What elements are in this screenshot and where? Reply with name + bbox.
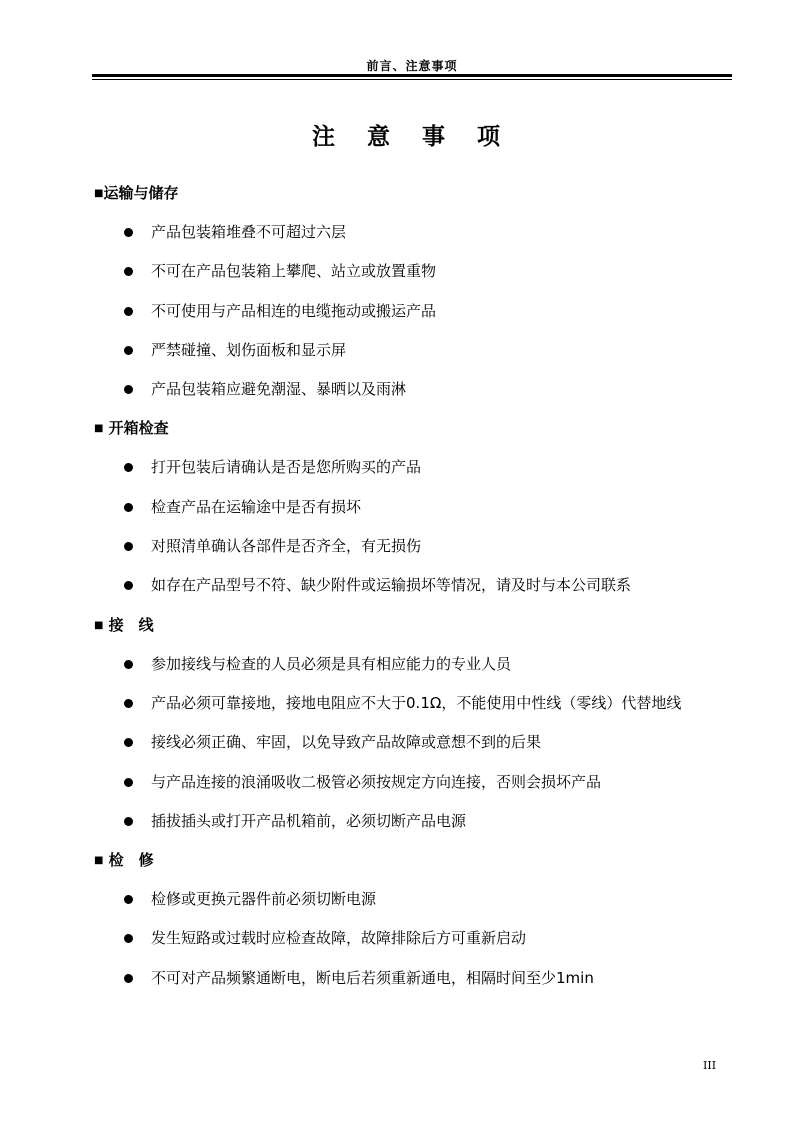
black-circle-icon <box>124 778 133 787</box>
black-circle-icon <box>124 581 133 590</box>
list-item <box>94 531 734 570</box>
list-item <box>94 217 734 256</box>
list-item-text: 如存在产品型号不符、缺少附件或运输损坏等情况，请及时与本公司联系 <box>151 576 632 595</box>
black-circle-icon <box>124 699 133 708</box>
black-circle-icon <box>124 463 133 472</box>
black-circle-icon <box>124 503 133 512</box>
black-circle-icon <box>124 542 133 551</box>
header-rule-thin <box>92 79 732 80</box>
black-square-icon: ■ <box>94 188 104 199</box>
list-item-text: 打开包装后请确认是否是您所购买的产品 <box>151 458 422 477</box>
list-item <box>94 806 734 845</box>
list-item <box>94 335 734 374</box>
section-list-wiring <box>94 649 734 845</box>
list-item <box>94 296 734 335</box>
section-list-transport-storage <box>94 217 734 413</box>
list-item <box>94 688 734 727</box>
black-circle-icon <box>124 228 133 237</box>
section-heading-unpacking-inspection <box>94 413 734 452</box>
header-rule-thick <box>92 74 732 77</box>
list-item-text: 接线必须正确、牢固，以免导致产品故障或意想不到的后果 <box>151 733 542 752</box>
black-square-icon: ■ <box>94 423 104 435</box>
section-title: 接 线 <box>103 615 154 634</box>
list-item <box>94 923 734 962</box>
list-item <box>94 570 734 609</box>
black-circle-icon <box>124 307 133 316</box>
black-circle-icon <box>124 346 133 355</box>
black-circle-icon <box>124 974 133 983</box>
black-square-icon: ■ <box>94 619 104 631</box>
black-circle-icon <box>124 934 133 943</box>
list-item <box>94 767 734 806</box>
list-item-text: 与产品连接的浪涌吸收二极管必须按规定方向连接，否则会损坏产品 <box>151 772 602 791</box>
black-square-icon: ■ <box>94 855 104 867</box>
list-item-text: 参加接线与检查的人员必须是具有相应能力的专业人员 <box>151 654 512 673</box>
list-item <box>94 963 734 1002</box>
section-heading-wiring <box>94 610 734 649</box>
list-item-text: 不可使用与产品相连的电缆拖动或搬运产品 <box>151 301 437 320</box>
section-heading-maintenance <box>94 845 734 884</box>
black-circle-icon <box>124 895 133 904</box>
section-title: 运输与储存 <box>103 184 179 202</box>
list-item-text: 产品包装箱堆叠不可超过六层 <box>151 223 347 241</box>
section-title: 检 修 <box>103 851 154 870</box>
black-circle-icon <box>124 660 133 669</box>
list-item-text: 严禁碰撞、划伤面板和显示屏 <box>151 340 347 359</box>
list-item-text: 检查产品在运输途中是否有损坏 <box>151 497 362 516</box>
section-heading-transport-storage <box>94 178 734 217</box>
list-item-text: 插拔插头或打开产品机箱前，必须切断产品电源 <box>151 811 467 830</box>
notice-content <box>94 178 734 1002</box>
list-item-text: 不可对产品频繁通断电，断电后若须重新通电，相隔时间至少1min <box>151 968 594 987</box>
list-item <box>94 492 734 531</box>
list-item <box>94 649 734 688</box>
list-item-text: 不可在产品包装箱上攀爬、站立或放置重物 <box>151 262 437 281</box>
list-item <box>94 374 734 413</box>
black-circle-icon <box>124 817 133 826</box>
black-circle-icon <box>124 738 133 747</box>
list-item-text: 发生短路或过载时应检查故障，故障排除后方可重新启动 <box>151 929 527 948</box>
list-item-text: 检修或更换元器件前必须切断电源 <box>151 890 377 909</box>
list-item <box>94 727 734 766</box>
list-item-text: 产品必须可靠接地，接地电阻应不大于0.1Ω，不能使用中性线（零线）代替地线 <box>151 693 682 712</box>
list-item-text: 对照清单确认各部件是否齐全，有无损伤 <box>151 537 422 556</box>
list-item <box>94 884 734 923</box>
black-circle-icon <box>124 267 133 276</box>
running-header: 前言、注意事项 <box>366 59 458 73</box>
black-circle-icon <box>124 385 133 394</box>
list-item-text: 产品包装箱应避免潮湿、暴晒以及雨淋 <box>151 380 407 399</box>
section-list-maintenance <box>94 884 734 1002</box>
list-item <box>94 256 734 295</box>
list-item <box>94 452 734 491</box>
section-list-unpacking-inspection <box>94 452 734 609</box>
page-number: III <box>703 1059 717 1072</box>
page-title: 注 意 事 项 <box>311 124 513 150</box>
section-title: 开箱检查 <box>103 419 169 438</box>
